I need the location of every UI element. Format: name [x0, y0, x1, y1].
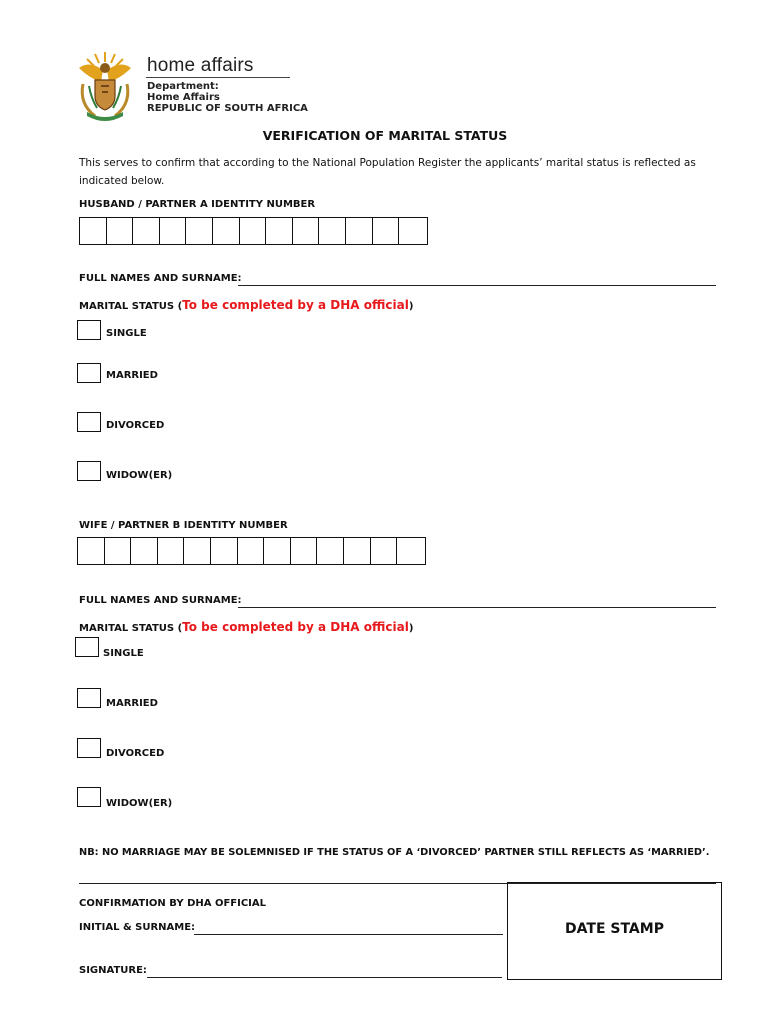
- partner-a-divorced-label: DIVORCED: [106, 420, 165, 431]
- brand-divider: [146, 77, 290, 78]
- id-digit-box[interactable]: [131, 538, 158, 564]
- department-name: Home Affairs: [147, 92, 220, 103]
- id-digit-box[interactable]: [238, 538, 265, 564]
- id-digit-box[interactable]: [80, 218, 107, 244]
- partner-b-id-number-field[interactable]: [77, 537, 426, 565]
- partner-b-single-checkbox[interactable]: [75, 637, 99, 657]
- id-digit-box[interactable]: [107, 218, 134, 244]
- partner-b-widower-label: WIDOW(ER): [106, 798, 173, 809]
- id-digit-box[interactable]: [319, 218, 346, 244]
- id-digit-box[interactable]: [373, 218, 400, 244]
- initial-surname-label: INITIAL & SURNAME:: [79, 922, 196, 933]
- nb-warning: NB: NO MARRIAGE MAY BE SOLEMNISED IF THE STATUS OF A ‘DIVORCED’ PARTNER STILL REFLECTS AS ‘MARRIED’.: [79, 847, 710, 858]
- partner-b-names-label: FULL NAMES AND SURNAME:: [79, 595, 242, 606]
- partner-a-names-line[interactable]: [238, 285, 716, 286]
- id-digit-box[interactable]: [266, 218, 293, 244]
- signature-line[interactable]: [147, 977, 502, 978]
- partner-b-widower-checkbox[interactable]: [77, 787, 101, 807]
- dha-official-note: To be completed by a DHA official: [182, 298, 409, 312]
- dha-official-note: To be completed by a DHA official: [182, 620, 409, 634]
- partner-a-married-label: MARRIED: [106, 370, 158, 381]
- partner-a-single-checkbox[interactable]: [77, 320, 101, 340]
- date-stamp-box: [507, 882, 722, 980]
- id-digit-box[interactable]: [78, 538, 105, 564]
- id-digit-box[interactable]: [344, 538, 371, 564]
- date-stamp-label: DATE STAMP: [565, 921, 664, 937]
- id-digit-box[interactable]: [213, 218, 240, 244]
- partner-a-married-checkbox[interactable]: [77, 363, 101, 383]
- partner-b-status-label: MARITAL STATUS (To be completed by a DHA official): [79, 620, 414, 634]
- id-digit-box[interactable]: [186, 218, 213, 244]
- id-digit-box[interactable]: [399, 218, 426, 244]
- brand-title: home affairs: [147, 55, 254, 76]
- id-digit-box[interactable]: [184, 538, 211, 564]
- partner-b-married-label: MARRIED: [106, 698, 158, 709]
- id-digit-box[interactable]: [397, 538, 424, 564]
- id-digit-box[interactable]: [158, 538, 185, 564]
- partner-a-divorced-checkbox[interactable]: [77, 412, 101, 432]
- id-digit-box[interactable]: [160, 218, 187, 244]
- id-digit-box[interactable]: [371, 538, 398, 564]
- country-name: REPUBLIC OF SOUTH AFRICA: [147, 103, 308, 114]
- partner-a-widower-checkbox[interactable]: [77, 461, 101, 481]
- department-label: Department:: [147, 81, 219, 92]
- id-digit-box[interactable]: [317, 538, 344, 564]
- id-digit-box[interactable]: [105, 538, 132, 564]
- partner-b-names-line[interactable]: [238, 607, 716, 608]
- partner-b-single-label: SINGLE: [103, 648, 144, 659]
- partner-a-widower-label: WIDOW(ER): [106, 470, 173, 481]
- intro-text: This serves to confirm that according to the National Population Register the applicants’ marital status is reflected as indicated below.: [79, 157, 696, 187]
- id-digit-box[interactable]: [264, 538, 291, 564]
- partner-a-status-label: MARITAL STATUS (To be completed by a DHA official): [79, 298, 414, 312]
- partner-b-divorced-checkbox[interactable]: [77, 738, 101, 758]
- id-digit-box[interactable]: [291, 538, 318, 564]
- id-digit-box[interactable]: [346, 218, 373, 244]
- partner-a-names-label: FULL NAMES AND SURNAME:: [79, 273, 242, 284]
- document-title: VERIFICATION OF MARITAL STATUS: [262, 128, 508, 143]
- coat-of-arms-icon: [75, 48, 135, 124]
- id-digit-box[interactable]: [293, 218, 320, 244]
- id-digit-box[interactable]: [240, 218, 267, 244]
- partner-a-id-label: HUSBAND / PARTNER A IDENTITY NUMBER: [79, 199, 316, 210]
- partner-b-married-checkbox[interactable]: [77, 688, 101, 708]
- id-digit-box[interactable]: [211, 538, 238, 564]
- partner-a-single-label: SINGLE: [106, 328, 147, 339]
- signature-label: SIGNATURE:: [79, 965, 147, 976]
- initial-surname-line[interactable]: [194, 934, 503, 935]
- confirmation-heading: CONFIRMATION BY DHA OFFICIAL: [79, 898, 267, 909]
- partner-b-id-label: WIFE / PARTNER B IDENTITY NUMBER: [79, 520, 288, 531]
- id-digit-box[interactable]: [133, 218, 160, 244]
- partner-b-divorced-label: DIVORCED: [106, 748, 165, 759]
- partner-a-id-number-field[interactable]: [79, 217, 428, 245]
